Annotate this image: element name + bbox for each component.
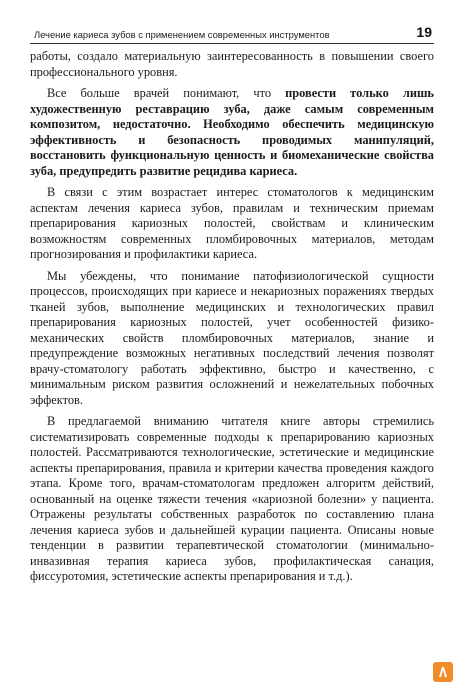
paragraph-3: В связи с этим возрастает интерес стоматологов к медицинским аспектам лечения кариеса зубов, правилам и техническим приемам препарирования кариозных полостей, свойствам и клиническим возможностям современных пломбировочных материалов, методам прогнозирования и профилактики кариеса. [30,185,434,261]
page-number: 19 [416,24,432,40]
litres-logo-icon [433,662,453,682]
header-rule [30,43,434,44]
paragraph-2 [30,86,434,179]
paragraph-2-bold: провести только лишь художественную реставрацию зуба, даже самым современным композитом, недостаточно. Необходимо обеспечить медицинскую эффективность и безопасность проводимых манипуляций, восстановить функциональную ценность и биомеханические свойства зуба, предупредить развитие рецидива кариеса. [30,86,434,178]
paragraph-2-lead: Все больше врачей понимают, что [47,86,286,100]
running-header-title: Лечение кариеса зубов с применением современных инструментов [34,29,330,40]
paragraph-1: работы, создало материальную заинтересованность в повышении своего профессионального уровня. [30,49,434,79]
paragraph-5: В предлагаемой вниманию читателя книге авторы стремились систематизировать современные подходы к препарированию кариозных полостей. Рассматриваются технологические, эстетические и медицинские аспекты препарирования, правила и критерии качества проведения каждого этапа. Кроме того, врачам-стоматологам предложен алгоритм действий, основанный на оценке тяжести течения «кариозной болезни» у пациента. Отражены результаты собственных разработок по составлению плана лечения кариеса зубов и дальнейшей курации пациента. Описаны новые тенденции в развитии терапевтической стоматологии (минимально-инвазивная терапия кариеса зубов, профилактическая санация, фиссуротомия, эстетические аспекты препарирования и т.д.). [30,414,434,583]
body-text [30,49,434,585]
paragraph-4: Мы убеждены, что понимание патофизиологической сущности процессов, происходящих при кариесе и некариозных поражениях твердых тканей зубов, выполнение медицинских и технологических правил препарирования кариозных полостей, учет особенностей физико-механических свойств пломбировочных материалов, знание и предупреждение возможных негативных последствий лечения позволят врачу-стоматологу работать эффективно, быстро и качественно, с минимальным риском развития осложнений и нежелательных побочных эффектов. [30,268,434,407]
running-header [30,22,434,44]
